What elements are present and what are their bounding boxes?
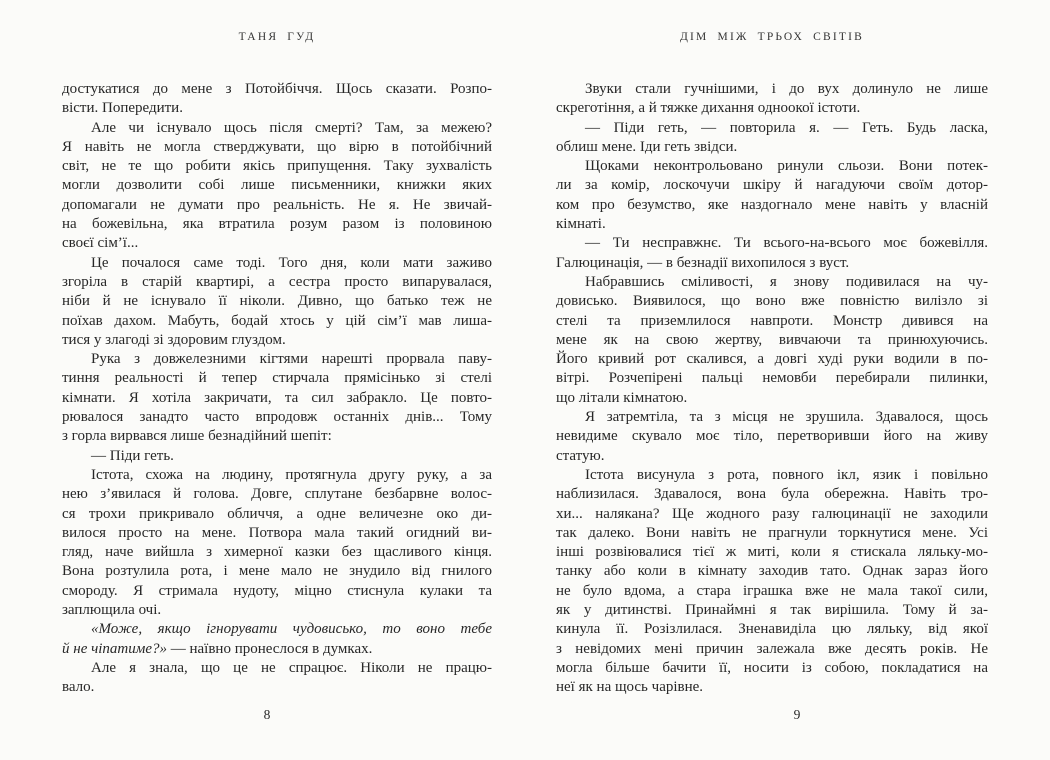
text-line — [556, 80, 988, 99]
text-line — [62, 350, 492, 369]
text-segment: достукатися до мене з Потойбіччя. Щось сказати. Розпо- — [62, 81, 492, 97]
paragraph — [62, 447, 492, 466]
page-right-text-column — [556, 0, 988, 760]
text-line — [556, 562, 988, 581]
text-segment: кинула її. Розізлилася. Зненавиділа цю ляльку, від якої — [556, 621, 988, 638]
text-segment: рювалося занадто часто впродовж останніх днів... Тому — [62, 409, 492, 426]
text-line — [62, 331, 492, 350]
text-segment: Але я знала, що це не спрацює. Ніколи не працю- — [91, 659, 492, 676]
text-segment: Вона розтулила рота, і мене мало не знудило від гнилого — [62, 563, 492, 580]
text-segment: стелі та приземлилося навпроти. Монстр дивився на — [556, 312, 988, 329]
text-line — [62, 601, 492, 620]
paragraph — [556, 273, 988, 408]
text-line — [556, 601, 988, 620]
paragraph — [62, 659, 492, 698]
paragraph — [62, 80, 492, 119]
text-segment: тися у злагоді зі здоровим глуздом. — [62, 331, 286, 348]
text-line — [62, 505, 492, 524]
text-line — [556, 119, 988, 138]
text-line — [556, 505, 988, 524]
paragraph — [62, 119, 492, 254]
text-segment: Набравшись сміливості, я знову подивилася на чу- — [585, 273, 988, 290]
text-line — [62, 582, 492, 601]
text-segment: ніби й не існувало її ніколи. Дивно, що батько теж не — [62, 293, 492, 310]
text-line — [556, 331, 988, 350]
page-left-body — [62, 80, 492, 698]
page-right — [525, 0, 1050, 760]
text-line — [556, 196, 988, 215]
text-line — [62, 176, 492, 195]
text-segment: вилося просто на мене. Потвора мала такий огидний ви- — [62, 524, 492, 541]
text-line — [556, 466, 988, 485]
text-segment: допомагали не думати про реальність. Не я. Не звичай- — [62, 196, 492, 213]
text-line — [62, 312, 492, 331]
text-line — [62, 138, 492, 157]
paragraph — [62, 620, 492, 659]
text-line — [62, 562, 492, 581]
text-segment: кімнати. Я хотіла закричати, та сил забракло. Це повто- — [62, 389, 492, 406]
text-line — [556, 543, 988, 562]
text-line — [62, 543, 492, 562]
text-line — [556, 254, 988, 273]
text-line — [62, 408, 492, 427]
paragraph — [556, 408, 988, 466]
text-segment: Я затремтіла, та з місця не зрушила. Здавалося, щось — [585, 409, 988, 426]
paragraph — [62, 350, 492, 446]
text-line — [556, 620, 988, 639]
running-header-title: ДІМ МІЖ ТРЬОХ СВІТІВ — [679, 31, 865, 43]
text-segment: ли за комір, лоскочучи шкіру й нагадуючи своїм дотор- — [556, 177, 988, 194]
text-line — [556, 485, 988, 504]
text-segment: з невідомих мені причин залежала вже десять років. Не — [556, 640, 988, 657]
text-line — [556, 157, 988, 176]
page-right-body — [556, 80, 988, 698]
text-segment: з горла вирвався лише безнадійний шепіт: — [62, 428, 332, 445]
text-segment: — наївно пронеслося в думках. — [167, 640, 373, 657]
text-segment: невидиме скувало моє тіло, перетворивши його на живу — [556, 428, 988, 445]
text-line — [62, 119, 492, 138]
text-segment: не було вдома, а стара іграшка вже не мала такої сили, — [556, 582, 988, 599]
text-line — [62, 678, 492, 697]
text-line — [556, 369, 988, 388]
text-segment: — Піди геть. — [91, 447, 174, 464]
text-segment: Звуки стали гучнішими, і до вух долинуло не лише — [585, 81, 988, 97]
text-segment: згоріла в старій квартирі, а сестра просто випарувалася, — [62, 273, 492, 290]
page-number-right: 9 — [793, 707, 801, 722]
text-line — [556, 273, 988, 292]
text-line — [62, 427, 492, 446]
text-line — [62, 485, 492, 504]
text-line — [556, 99, 988, 118]
text-segment: неї як на щось чарівне. — [556, 679, 704, 696]
text-segment: — Піди геть, — повторила я. — Геть. Будь ласка, — [585, 119, 988, 136]
running-header-author: ТАНЯ ГУД — [238, 31, 316, 43]
text-line — [556, 659, 988, 678]
text-segment: поїхав дахом. Мабуть, бодай хтось у цій сім’ї мав лиша- — [62, 312, 492, 329]
text-segment: інші розвіювалися тієї ж миті, коли я стискала ляльку-мо- — [556, 544, 988, 561]
text-segment: що літали кімнатою. — [556, 389, 688, 406]
page-left-text-column — [62, 0, 492, 760]
text-line — [62, 80, 492, 99]
text-segment: своєї сім’ї... — [62, 235, 139, 252]
text-line — [556, 312, 988, 331]
text-line — [556, 350, 988, 369]
text-segment: кімнаті. — [556, 216, 606, 233]
text-line — [556, 524, 988, 543]
text-segment: могли дозволити собі лише письменники, книжки яких — [62, 177, 492, 194]
text-line — [62, 234, 492, 253]
text-segment: — Ти несправжнє. Ти всього-на-всього моє божевілля. — [585, 235, 988, 252]
text-line — [556, 138, 988, 157]
paragraph — [556, 80, 988, 119]
text-segment: могла більше бачити її, носити із собою, покладатися на — [556, 659, 988, 676]
text-line — [556, 447, 988, 466]
text-segment: наблизилася. Здавалося, вона була обережна. Навіть тро- — [556, 486, 988, 503]
text-segment: Я навіть не могла стверджувати, що вірю в потойбічний — [62, 138, 492, 155]
text-line — [62, 292, 492, 311]
text-segment: нею з’явилася й голова. Довге, сплутане безбарвне волос- — [62, 486, 492, 503]
text-segment: заплющила очі. — [62, 602, 162, 619]
text-line — [62, 273, 492, 292]
text-line — [556, 176, 988, 195]
paragraph — [62, 254, 492, 350]
text-line — [556, 678, 988, 697]
text-segment: тиння реальності й тепер стирчала прямісінько зі стелі — [62, 370, 492, 387]
text-segment: вало. — [62, 679, 95, 696]
text-segment: вісти. Попередити. — [62, 100, 183, 117]
text-line — [556, 215, 988, 234]
text-segment: на божевільна, яка втратила розум разом із половиною — [62, 216, 492, 233]
text-line — [62, 640, 492, 659]
text-segment: хи... налякана? Ще жодного разу галюцинації не заходили — [556, 505, 988, 522]
text-line — [62, 659, 492, 678]
text-line — [556, 427, 988, 446]
text-segment: скреготіння, а й тяжке дихання одноокої істоти. — [556, 100, 861, 117]
page-number-left: 8 — [263, 707, 271, 722]
text-segment: гляд, наче вийшла з химерної казки без щасливого кінця. — [62, 544, 492, 561]
text-segment: Його кривий рот скалився, а довгі худі руки водили в по- — [556, 351, 988, 368]
italic-text: й не чіпатиме?» — [62, 640, 167, 657]
text-line — [556, 582, 988, 601]
text-segment: Але чи існувало щось після смерті? Там, за межею? — [91, 119, 492, 136]
text-line — [556, 389, 988, 408]
text-line — [62, 254, 492, 273]
text-segment: світ, не те що робити якісь припущення. Таку зухвалість — [62, 158, 492, 175]
paragraph — [62, 466, 492, 620]
text-segment: як у дитинстві. Принаймні я так вирішила. Тому й за- — [556, 602, 988, 619]
text-segment: Це почалося саме тоді. Того дня, коли мати заживо — [91, 254, 492, 271]
text-line — [62, 524, 492, 543]
text-segment: мене як на свою жертву, вивчаючи та принюхуючись. — [556, 331, 988, 348]
text-segment: так далеко. Вони навіть не прагнули торкнутися мене. Усі — [556, 524, 988, 541]
text-segment: Істота, схожа на людину, протягнула другу руку, а за — [91, 466, 492, 483]
text-segment: Рука з довжелезними кігтями нарешті прорвала паву- — [91, 351, 492, 368]
paragraph — [556, 466, 988, 698]
italic-text: «Може, якщо ігнорувати чудовисько, то воно тебе — [91, 621, 492, 638]
text-segment: ком про безумство, яке наздогнало мене навіть у власній — [556, 196, 988, 213]
text-segment: облиш мене. Іди геть звідси. — [556, 138, 738, 155]
text-line — [62, 447, 492, 466]
text-segment: Щоками неконтрольовано ринули сльози. Вони потек- — [585, 158, 988, 175]
text-line — [62, 157, 492, 176]
text-segment: Істота висунула з рота, повного ікл, язик і повільно — [585, 466, 988, 483]
text-line — [62, 620, 492, 639]
text-line — [556, 234, 988, 253]
text-line — [62, 215, 492, 234]
text-segment: смороду. Я стримала нудоту, міцно стиснула кулаки та — [62, 582, 492, 599]
text-segment: Галюцинація, — в безнадії вихопилося з вуст. — [556, 254, 850, 271]
text-segment: вітрі. Розчепірені пальці немовби перебирали пилинки, — [556, 370, 988, 387]
text-line — [62, 466, 492, 485]
paragraph — [556, 119, 988, 158]
text-line — [556, 292, 988, 311]
text-line — [556, 640, 988, 659]
paragraph — [556, 234, 988, 273]
text-line — [62, 196, 492, 215]
text-segment: ся трохи прикривало обличчя, а одне величезне око ди- — [62, 505, 492, 522]
text-line — [556, 408, 988, 427]
text-segment: статую. — [556, 447, 605, 464]
text-line — [62, 369, 492, 388]
text-line — [62, 99, 492, 118]
text-segment: танку або коли в кімнату заходив тато. Однак зараз його — [556, 563, 988, 580]
text-segment: довисько. Виявилося, що воно вже повністю вилізло зі — [556, 293, 988, 310]
text-line — [62, 389, 492, 408]
paragraph — [556, 157, 988, 234]
